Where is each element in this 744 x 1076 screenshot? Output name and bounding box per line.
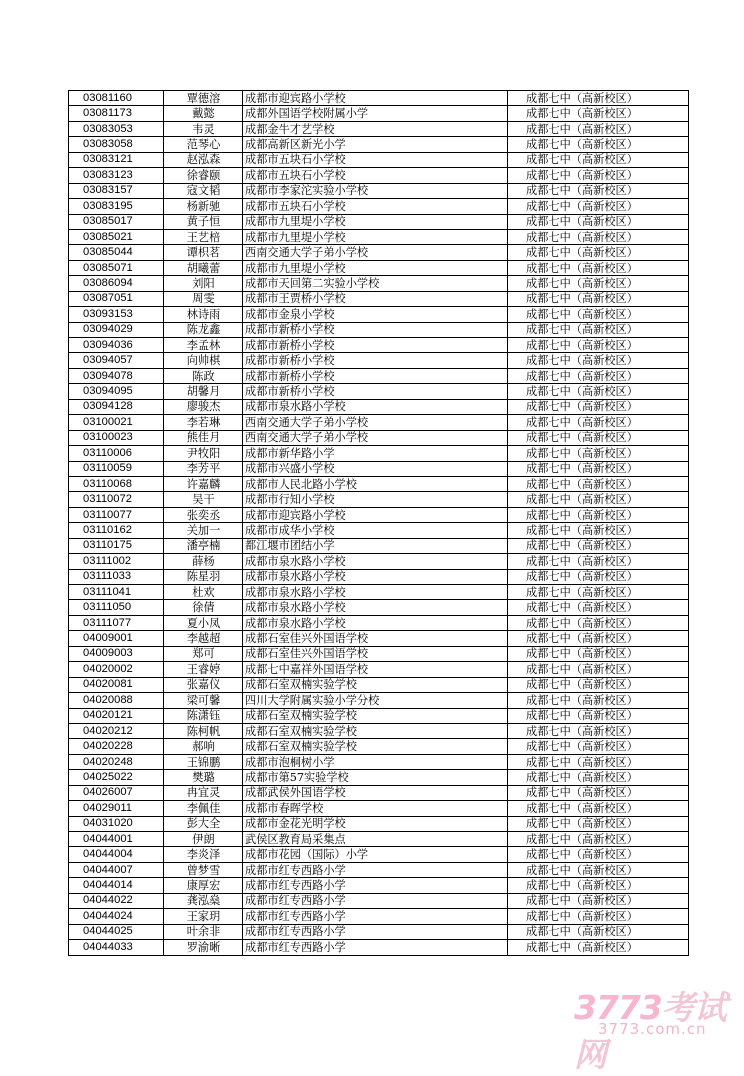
table-row — [69, 106, 689, 121]
school-cell: 成都市泡桐树小学 — [243, 754, 508, 769]
student-name-cell: 李孟林 — [164, 338, 243, 353]
table-row — [69, 168, 689, 183]
school-cell: 成都市九里堤小学校 — [243, 229, 508, 244]
destination-cell: 成都七中（高新校区） — [508, 816, 689, 831]
school-cell: 成都市金泉小学校 — [243, 307, 508, 322]
destination-cell: 成都七中（高新校区） — [508, 245, 689, 260]
table-row — [69, 893, 689, 908]
school-cell: 成都市新桥小学校 — [243, 384, 508, 399]
student-name-cell: 叶余非 — [164, 924, 243, 939]
table-row — [69, 260, 689, 275]
school-cell: 成都市红专西路小学 — [243, 862, 508, 877]
destination-cell: 成都七中（高新校区） — [508, 91, 689, 106]
table-row — [69, 507, 689, 522]
student-name-cell: 薛杨 — [164, 554, 243, 569]
exam-id-cell: 04009001 — [69, 631, 164, 646]
destination-cell: 成都七中（高新校区） — [508, 770, 689, 785]
table-row — [69, 430, 689, 445]
watermark-logo — [570, 982, 740, 1074]
student-name-cell: 曾梦雪 — [164, 862, 243, 877]
table-row — [69, 461, 689, 476]
table-row — [69, 229, 689, 244]
exam-id-cell: 04031020 — [69, 816, 164, 831]
student-name-cell: 尹牧阳 — [164, 446, 243, 461]
destination-cell: 成都七中（高新校区） — [508, 739, 689, 754]
student-name-cell: 王艺棓 — [164, 229, 243, 244]
student-name-cell: 李越超 — [164, 631, 243, 646]
student-name-cell: 李炎泽 — [164, 847, 243, 862]
school-cell: 成都市五块石小学校 — [243, 199, 508, 214]
destination-cell: 成都七中（高新校区） — [508, 338, 689, 353]
student-name-cell: 夏小凤 — [164, 615, 243, 630]
destination-cell: 成都七中（高新校区） — [508, 106, 689, 121]
table-row — [69, 415, 689, 430]
school-cell: 成都市九里堤小学校 — [243, 260, 508, 275]
table-row — [69, 708, 689, 723]
student-name-cell: 李芳平 — [164, 461, 243, 476]
school-cell: 武侯区教育局采集点 — [243, 832, 508, 847]
destination-cell: 成都七中（高新校区） — [508, 137, 689, 152]
student-name-cell: 陈星羽 — [164, 569, 243, 584]
school-cell: 成都市泉水路小学校 — [243, 554, 508, 569]
exam-id-cell: 03100021 — [69, 415, 164, 430]
destination-cell: 成都七中（高新校区） — [508, 229, 689, 244]
school-cell: 成都市春晖学校 — [243, 801, 508, 816]
destination-cell: 成都七中（高新校区） — [508, 399, 689, 414]
destination-cell: 成都七中（高新校区） — [508, 924, 689, 939]
destination-cell: 成都七中（高新校区） — [508, 646, 689, 661]
table-row — [69, 183, 689, 198]
student-name-cell: 陈政 — [164, 368, 243, 383]
student-name-cell: 李佩佳 — [164, 801, 243, 816]
exam-id-cell: 04020002 — [69, 662, 164, 677]
school-cell: 成都外国语学校附属小学 — [243, 106, 508, 121]
exam-id-cell: 04020248 — [69, 754, 164, 769]
exam-id-cell: 04029011 — [69, 801, 164, 816]
school-cell: 都江堰市团结小学 — [243, 538, 508, 553]
destination-cell: 成都七中（高新校区） — [508, 785, 689, 800]
destination-cell: 成都七中（高新校区） — [508, 585, 689, 600]
student-name-cell: 周雯 — [164, 291, 243, 306]
destination-cell: 成都七中（高新校区） — [508, 260, 689, 275]
student-name-cell: 梁可馨 — [164, 693, 243, 708]
table-row — [69, 585, 689, 600]
school-cell: 成都石室佳兴外国语学校 — [243, 631, 508, 646]
school-cell: 成都市泉水路小学校 — [243, 399, 508, 414]
exam-id-cell: 03094036 — [69, 338, 164, 353]
destination-cell: 成都七中（高新校区） — [508, 214, 689, 229]
student-name-cell: 陈潇钰 — [164, 708, 243, 723]
student-name-cell: 林诗雨 — [164, 307, 243, 322]
table-row — [69, 538, 689, 553]
student-name-cell: 王锦鹏 — [164, 754, 243, 769]
destination-cell: 成都七中（高新校区） — [508, 384, 689, 399]
school-cell: 成都市金花光明学校 — [243, 816, 508, 831]
table-row — [69, 245, 689, 260]
school-cell: 西南交通大学子弟小学校 — [243, 430, 508, 445]
destination-cell: 成都七中（高新校区） — [508, 415, 689, 430]
destination-cell: 成都七中（高新校区） — [508, 847, 689, 862]
student-name-cell: 樊璐 — [164, 770, 243, 785]
exam-id-cell: 03083121 — [69, 152, 164, 167]
watermark-number: 3773 — [574, 988, 662, 1027]
exam-id-cell: 04044033 — [69, 940, 164, 955]
destination-cell: 成都七中（高新校区） — [508, 152, 689, 167]
exam-id-cell: 04020228 — [69, 739, 164, 754]
student-name-cell: 戴懿 — [164, 106, 243, 121]
student-name-cell: 李若琳 — [164, 415, 243, 430]
destination-cell: 成都七中（高新校区） — [508, 523, 689, 538]
student-name-cell: 杨新驰 — [164, 199, 243, 214]
student-name-cell: 张奕丞 — [164, 507, 243, 522]
exam-id-cell: 03110068 — [69, 476, 164, 491]
student-name-cell: 张嘉仪 — [164, 677, 243, 692]
student-name-cell: 郝响 — [164, 739, 243, 754]
table-row — [69, 368, 689, 383]
table-row — [69, 276, 689, 291]
exam-id-cell: 03094057 — [69, 353, 164, 368]
destination-cell: 成都七中（高新校区） — [508, 677, 689, 692]
destination-cell: 成都七中（高新校区） — [508, 322, 689, 337]
student-name-cell: 潘亭楠 — [164, 538, 243, 553]
destination-cell: 成都七中（高新校区） — [508, 430, 689, 445]
exam-id-cell: 04009003 — [69, 646, 164, 661]
destination-cell: 成都七中（高新校区） — [508, 862, 689, 877]
exam-id-cell: 03083157 — [69, 183, 164, 198]
table-row — [69, 615, 689, 630]
exam-id-cell: 03111041 — [69, 585, 164, 600]
table-row — [69, 214, 689, 229]
table-row — [69, 739, 689, 754]
table-row — [69, 693, 689, 708]
table-row — [69, 523, 689, 538]
exam-id-cell: 03110077 — [69, 507, 164, 522]
school-cell: 四川大学附属实验小学分校 — [243, 693, 508, 708]
student-name-cell: 冉宜灵 — [164, 785, 243, 800]
exam-id-cell: 03085021 — [69, 229, 164, 244]
destination-cell: 成都七中（高新校区） — [508, 507, 689, 522]
exam-id-cell: 03110072 — [69, 492, 164, 507]
school-cell: 成都金牛才艺学校 — [243, 121, 508, 136]
student-name-cell: 伊朗 — [164, 832, 243, 847]
school-cell: 成都石室佳兴外国语学校 — [243, 646, 508, 661]
exam-id-cell: 03081160 — [69, 91, 164, 106]
student-name-cell: 吴干 — [164, 492, 243, 507]
table-row — [69, 677, 689, 692]
student-name-cell: 关加一 — [164, 523, 243, 538]
school-cell: 成都市花园（国际）小学 — [243, 847, 508, 862]
exam-id-cell: 03110059 — [69, 461, 164, 476]
student-name-cell: 覃德溶 — [164, 91, 243, 106]
school-cell: 成都市红专西路小学 — [243, 940, 508, 955]
destination-cell: 成都七中（高新校区） — [508, 615, 689, 630]
school-cell: 成都市天回第二实验小学校 — [243, 276, 508, 291]
school-cell: 成都市九里堤小学校 — [243, 214, 508, 229]
table-row — [69, 322, 689, 337]
destination-cell: 成都七中（高新校区） — [508, 693, 689, 708]
exam-id-cell: 03085017 — [69, 214, 164, 229]
table-row — [69, 847, 689, 862]
student-name-cell: 康厚宏 — [164, 878, 243, 893]
table-row — [69, 353, 689, 368]
table-row — [69, 569, 689, 584]
table-body — [69, 91, 689, 956]
school-cell: 成都市新桥小学校 — [243, 322, 508, 337]
exam-id-cell: 03100023 — [69, 430, 164, 445]
destination-cell: 成都七中（高新校区） — [508, 832, 689, 847]
destination-cell: 成都七中（高新校区） — [508, 940, 689, 955]
exam-id-cell: 04020121 — [69, 708, 164, 723]
student-name-cell: 王家玥 — [164, 909, 243, 924]
student-name-cell: 杜欢 — [164, 585, 243, 600]
watermark-url: 3773.com.cn — [598, 1020, 707, 1038]
school-cell: 成都市兴盛小学校 — [243, 461, 508, 476]
exam-id-cell: 03085044 — [69, 245, 164, 260]
table-row — [69, 199, 689, 214]
student-name-cell: 黄子恒 — [164, 214, 243, 229]
school-cell: 成都市新桥小学校 — [243, 368, 508, 383]
school-cell: 成都市泉水路小学校 — [243, 615, 508, 630]
exam-id-cell: 03081173 — [69, 106, 164, 121]
exam-id-cell: 03111077 — [69, 615, 164, 630]
school-cell: 成都市泉水路小学校 — [243, 569, 508, 584]
table-row — [69, 338, 689, 353]
school-cell: 成都市红专西路小学 — [243, 893, 508, 908]
student-name-cell: 刘阳 — [164, 276, 243, 291]
table-row — [69, 399, 689, 414]
exam-id-cell: 03083053 — [69, 121, 164, 136]
destination-cell: 成都七中（高新校区） — [508, 600, 689, 615]
student-name-cell: 向帅棋 — [164, 353, 243, 368]
exam-id-cell: 04044024 — [69, 909, 164, 924]
destination-cell: 成都七中（高新校区） — [508, 878, 689, 893]
school-cell: 西南交通大学子弟小学校 — [243, 245, 508, 260]
exam-id-cell: 04044007 — [69, 862, 164, 877]
table-row — [69, 307, 689, 322]
exam-id-cell: 03111002 — [69, 554, 164, 569]
destination-cell: 成都七中（高新校区） — [508, 461, 689, 476]
table-row — [69, 91, 689, 106]
destination-cell: 成都七中（高新校区） — [508, 538, 689, 553]
school-cell: 成都市行知小学校 — [243, 492, 508, 507]
destination-cell: 成都七中（高新校区） — [508, 199, 689, 214]
exam-id-cell: 04025022 — [69, 770, 164, 785]
exam-id-cell: 04020088 — [69, 693, 164, 708]
table-row — [69, 631, 689, 646]
school-cell: 成都市红专西路小学 — [243, 878, 508, 893]
table-row — [69, 646, 689, 661]
exam-id-cell: 03110006 — [69, 446, 164, 461]
exam-id-cell: 03093153 — [69, 307, 164, 322]
student-name-cell: 胡曦蕾 — [164, 260, 243, 275]
student-name-cell: 熊佳月 — [164, 430, 243, 445]
destination-cell: 成都七中（高新校区） — [508, 893, 689, 908]
student-name-cell: 陈柯帆 — [164, 723, 243, 738]
exam-id-cell: 04044004 — [69, 847, 164, 862]
student-name-cell: 寇文韬 — [164, 183, 243, 198]
school-cell: 成都石室双楠实验学校 — [243, 677, 508, 692]
table-row — [69, 924, 689, 939]
table-row — [69, 862, 689, 877]
table-row — [69, 446, 689, 461]
exam-id-cell: 04044022 — [69, 893, 164, 908]
exam-id-cell: 04044001 — [69, 832, 164, 847]
student-name-cell: 罗渝晰 — [164, 940, 243, 955]
destination-cell: 成都七中（高新校区） — [508, 492, 689, 507]
destination-cell: 成都七中（高新校区） — [508, 569, 689, 584]
school-cell: 成都市迎宾路小学校 — [243, 91, 508, 106]
exam-id-cell: 03111050 — [69, 600, 164, 615]
school-cell: 成都市红专西路小学 — [243, 924, 508, 939]
student-name-cell: 徐倩 — [164, 600, 243, 615]
student-name-cell: 王睿婷 — [164, 662, 243, 677]
destination-cell: 成都七中（高新校区） — [508, 708, 689, 723]
student-name-cell: 赵泓森 — [164, 152, 243, 167]
destination-cell: 成都七中（高新校区） — [508, 307, 689, 322]
exam-id-cell: 03083195 — [69, 199, 164, 214]
table-row — [69, 909, 689, 924]
table-row — [69, 816, 689, 831]
school-cell: 成都市迎宾路小学校 — [243, 507, 508, 522]
destination-cell: 成都七中（高新校区） — [508, 276, 689, 291]
destination-cell: 成都七中（高新校区） — [508, 168, 689, 183]
destination-cell: 成都七中（高新校区） — [508, 754, 689, 769]
exam-id-cell: 03087051 — [69, 291, 164, 306]
destination-cell: 成都七中（高新校区） — [508, 353, 689, 368]
student-name-cell: 郑可 — [164, 646, 243, 661]
school-cell: 西南交通大学子弟小学校 — [243, 415, 508, 430]
student-name-cell: 龚泓燊 — [164, 893, 243, 908]
table-row — [69, 801, 689, 816]
school-cell: 成都市新华路小学 — [243, 446, 508, 461]
table-row — [69, 878, 689, 893]
school-cell: 成都市五块石小学校 — [243, 168, 508, 183]
table-row — [69, 476, 689, 491]
exam-id-cell: 04026007 — [69, 785, 164, 800]
destination-cell: 成都七中（高新校区） — [508, 476, 689, 491]
watermark-text: 考试网 — [574, 988, 726, 1074]
school-cell: 成都石室双楠实验学校 — [243, 708, 508, 723]
school-cell: 成都高新区新光小学 — [243, 137, 508, 152]
school-cell: 成都市王贾桥小学校 — [243, 291, 508, 306]
destination-cell: 成都七中（高新校区） — [508, 368, 689, 383]
destination-cell: 成都七中（高新校区） — [508, 121, 689, 136]
table-row — [69, 291, 689, 306]
exam-id-cell: 03110162 — [69, 523, 164, 538]
school-cell: 成都市新桥小学校 — [243, 338, 508, 353]
admission-table — [68, 90, 689, 956]
table-row — [69, 384, 689, 399]
table-row — [69, 723, 689, 738]
school-cell: 成都市新桥小学校 — [243, 353, 508, 368]
table-row — [69, 152, 689, 167]
table-row — [69, 785, 689, 800]
destination-cell: 成都七中（高新校区） — [508, 183, 689, 198]
table-row — [69, 121, 689, 136]
exam-id-cell: 04044025 — [69, 924, 164, 939]
student-name-cell: 许嘉麟 — [164, 476, 243, 491]
school-cell: 成都市红专西路小学 — [243, 909, 508, 924]
exam-id-cell: 03111033 — [69, 569, 164, 584]
destination-cell: 成都七中（高新校区） — [508, 723, 689, 738]
exam-id-cell: 04020212 — [69, 723, 164, 738]
destination-cell: 成都七中（高新校区） — [508, 291, 689, 306]
exam-id-cell: 03083123 — [69, 168, 164, 183]
table-row — [69, 600, 689, 615]
school-cell: 成都石室双楠实验学校 — [243, 723, 508, 738]
student-name-cell: 陈龙鑫 — [164, 322, 243, 337]
school-cell: 成都市五块石小学校 — [243, 152, 508, 167]
table-row — [69, 137, 689, 152]
destination-cell: 成都七中（高新校区） — [508, 801, 689, 816]
table-row — [69, 770, 689, 785]
school-cell: 成都市泉水路小学校 — [243, 585, 508, 600]
table-row — [69, 492, 689, 507]
exam-id-cell: 03083058 — [69, 137, 164, 152]
exam-id-cell: 04020081 — [69, 677, 164, 692]
destination-cell: 成都七中（高新校区） — [508, 909, 689, 924]
student-name-cell: 廖骏杰 — [164, 399, 243, 414]
school-cell: 成都市泉水路小学校 — [243, 600, 508, 615]
school-cell: 成都市人民北路小学校 — [243, 476, 508, 491]
table-row — [69, 554, 689, 569]
destination-cell: 成都七中（高新校区） — [508, 554, 689, 569]
table-row — [69, 832, 689, 847]
destination-cell: 成都七中（高新校区） — [508, 446, 689, 461]
school-cell: 成都市成华小学校 — [243, 523, 508, 538]
school-cell: 成都市第57实验学校 — [243, 770, 508, 785]
student-name-cell: 胡馨月 — [164, 384, 243, 399]
table-row — [69, 754, 689, 769]
table-row — [69, 662, 689, 677]
student-name-cell: 谭枳茗 — [164, 245, 243, 260]
exam-id-cell: 03085071 — [69, 260, 164, 275]
school-cell: 成都七中嘉祥外国语学校 — [243, 662, 508, 677]
table-row — [69, 940, 689, 955]
exam-id-cell: 03094128 — [69, 399, 164, 414]
destination-cell: 成都七中（高新校区） — [508, 631, 689, 646]
student-name-cell: 范琴心 — [164, 137, 243, 152]
student-name-cell: 徐睿颐 — [164, 168, 243, 183]
school-cell: 成都市李家沱实验小学校 — [243, 183, 508, 198]
student-name-cell: 彭大全 — [164, 816, 243, 831]
exam-id-cell: 04044014 — [69, 878, 164, 893]
destination-cell: 成都七中（高新校区） — [508, 662, 689, 677]
exam-id-cell: 03086094 — [69, 276, 164, 291]
school-cell: 成都石室双楠实验学校 — [243, 739, 508, 754]
school-cell: 成都武侯外国语学校 — [243, 785, 508, 800]
exam-id-cell: 03094029 — [69, 322, 164, 337]
exam-id-cell: 03094078 — [69, 368, 164, 383]
exam-id-cell: 03094095 — [69, 384, 164, 399]
exam-id-cell: 03110175 — [69, 538, 164, 553]
student-name-cell: 韦灵 — [164, 121, 243, 136]
